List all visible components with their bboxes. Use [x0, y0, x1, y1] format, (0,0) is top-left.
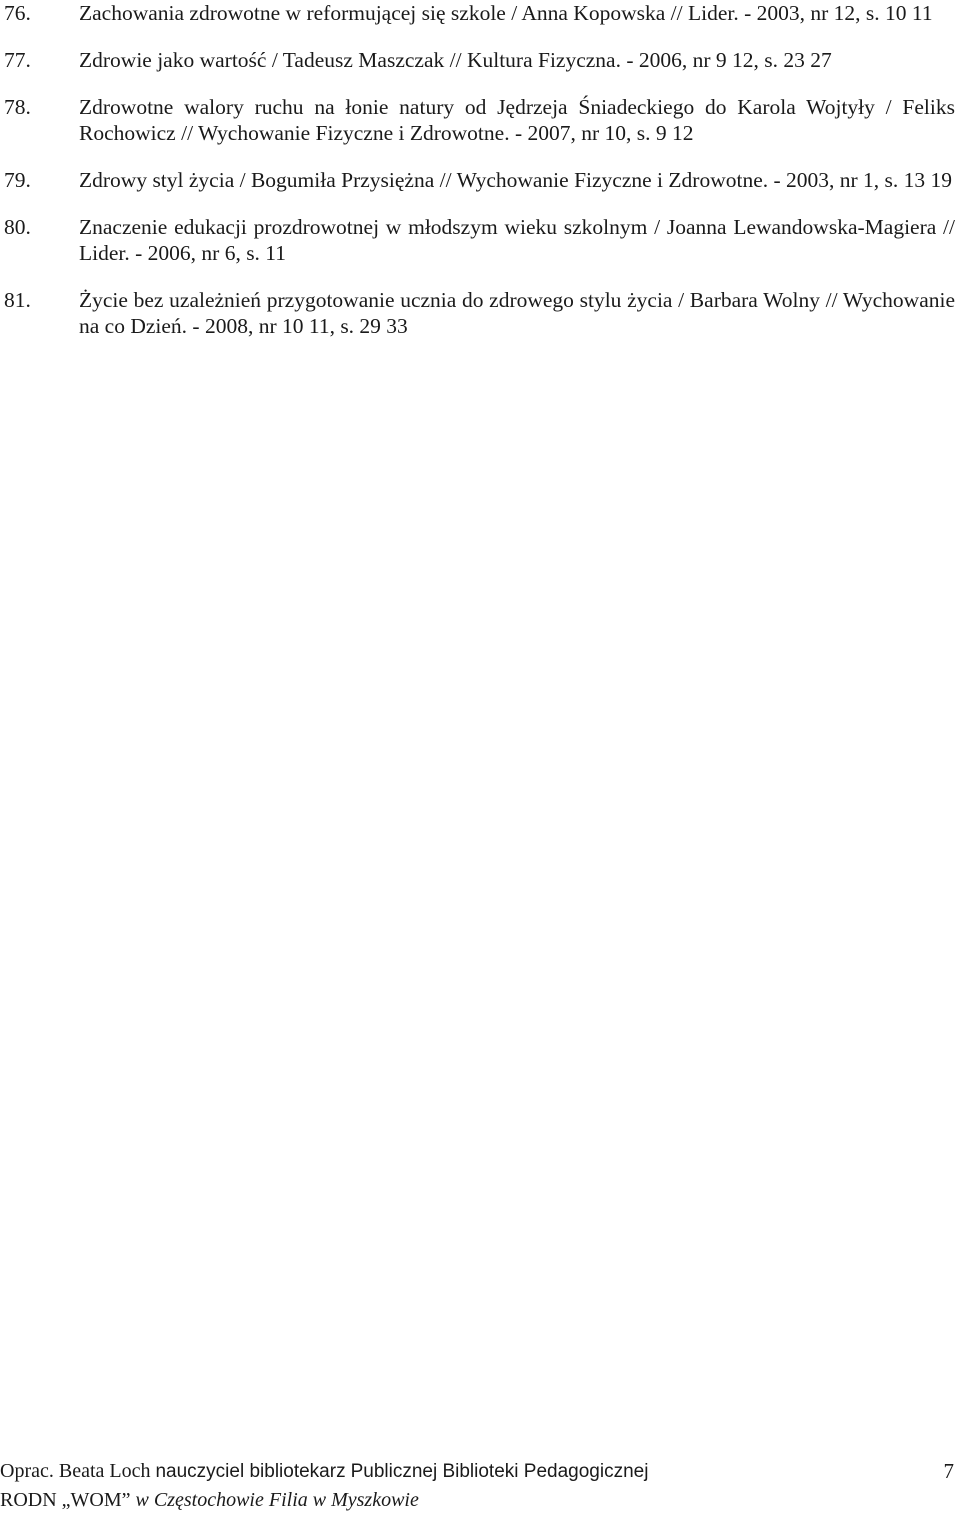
- footer-organization: RODN „WOM”: [0, 1489, 131, 1511]
- entry-number: 81.: [4, 288, 31, 312]
- entry-text: Zdrowotne walory ruchu na łonie natury od Jędrzeja Śniadeckiego do Karola Wojtyły / Feliks Rochowicz // Wychowanie Fizyczne i Zdrowotne. - 2007, nr 10, s. 9 12: [79, 95, 955, 145]
- entry-number: 79.: [4, 168, 31, 192]
- footer-prefix: Oprac.: [0, 1460, 54, 1482]
- entry-number: 77.: [4, 48, 31, 72]
- bibliography-entry-80: [0, 214, 955, 266]
- footer-institution-line: [0, 1486, 958, 1514]
- entry-text: Znaczenie edukacji prozdrowotnej w młodszym wieku szkolnym / Joanna Lewandowska-Magiera // Lider. - 2006, nr 6, s. 11: [79, 215, 955, 265]
- page-number: 7: [943, 1459, 954, 1483]
- footer-location: w Częstochowie Filia w Myszkowie: [135, 1489, 419, 1511]
- entry-number: 78.: [4, 95, 31, 119]
- footer-library: Publicznej Biblioteki Pedagogicznej: [350, 1461, 649, 1482]
- bibliography-entry-76: [0, 0, 955, 26]
- entry-number: 76.: [4, 1, 31, 25]
- entry-text: Zdrowy styl życia / Bogumiła Przysiężna // Wychowanie Fizyczne i Zdrowotne. - 2003, nr 1, s. 13 19: [79, 168, 953, 192]
- entry-text: Zdrowie jako wartość / Tadeusz Maszczak // Kultura Fizyczna. - 2006, nr 9 12, s. 23 27: [79, 48, 832, 72]
- bibliography-entry-79: [0, 167, 955, 193]
- footer-author: Beata Loch: [58, 1460, 151, 1482]
- bibliography-list: [0, 0, 955, 360]
- entry-text: Życie bez uzależnień przygotowanie ucznia do zdrowego stylu życia / Barbara Wolny // Wychowanie na co Dzień. - 2008, nr 10 11, s. 29 33: [79, 288, 955, 338]
- entry-text: Zachowania zdrowotne w reformującej się szkole / Anna Kopowska // Lider. - 2003, nr 12, s. 10 11: [79, 1, 933, 25]
- bibliography-entry-81: [0, 287, 955, 339]
- bibliography-entry-77: [0, 47, 955, 73]
- entry-number: 80.: [4, 215, 31, 239]
- page-footer: [0, 1457, 958, 1514]
- footer-credits-line: [0, 1457, 958, 1486]
- footer-role: nauczyciel bibliotekarz: [155, 1461, 346, 1482]
- bibliography-entry-78: [0, 94, 955, 146]
